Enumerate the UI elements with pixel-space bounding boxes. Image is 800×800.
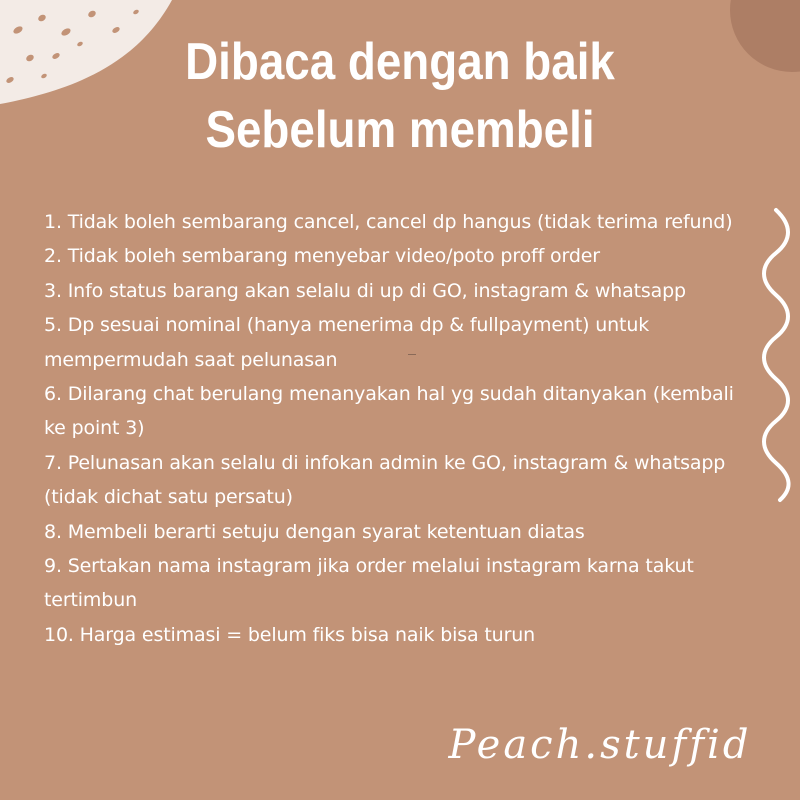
brand-signature: Peach.stuffid: [448, 722, 752, 768]
title-line-1: Dibaca dengan baik: [185, 33, 615, 91]
rule-item: 9. Sertakan nama instagram jika order melalui instagram karna takut tertimbun: [44, 555, 694, 612]
squiggle-line-decoration: [752, 205, 800, 505]
poster-title: [48, 28, 752, 164]
rule-item: 5. Dp sesuai nominal (hanya menerima dp & fullpayment) untuk mempermudah saat pelunasan: [44, 314, 650, 371]
rule-item: 3. Info status barang akan selalu di up di GO, instagram & whatsapp: [44, 279, 686, 302]
rule-item: 6. Dilarang chat berulang menanyakan hal yg sudah ditanyakan (kembali ke point 3): [44, 383, 734, 440]
rule-item: 10. Harga estimasi = belum fiks bisa naik bisa turun: [44, 623, 536, 646]
title-line-2: Sebelum membeli: [205, 101, 595, 159]
rule-item: 7. Pelunasan akan selalu di infokan admin ke GO, instagram & whatsapp (tidak dichat satu persatu): [44, 451, 726, 509]
rule-item: 8. Membeli berarti setuju dengan syarat ketentuan diatas: [44, 520, 585, 543]
rules-list: [44, 205, 749, 652]
small-dash-mark: [408, 354, 416, 355]
rule-item: 2. Tidak boleh sembarang menyebar video/poto proff order: [44, 245, 600, 268]
rule-item: 1. Tidak boleh sembarang cancel, cancel dp hangus (tidak terima refund): [44, 211, 733, 233]
